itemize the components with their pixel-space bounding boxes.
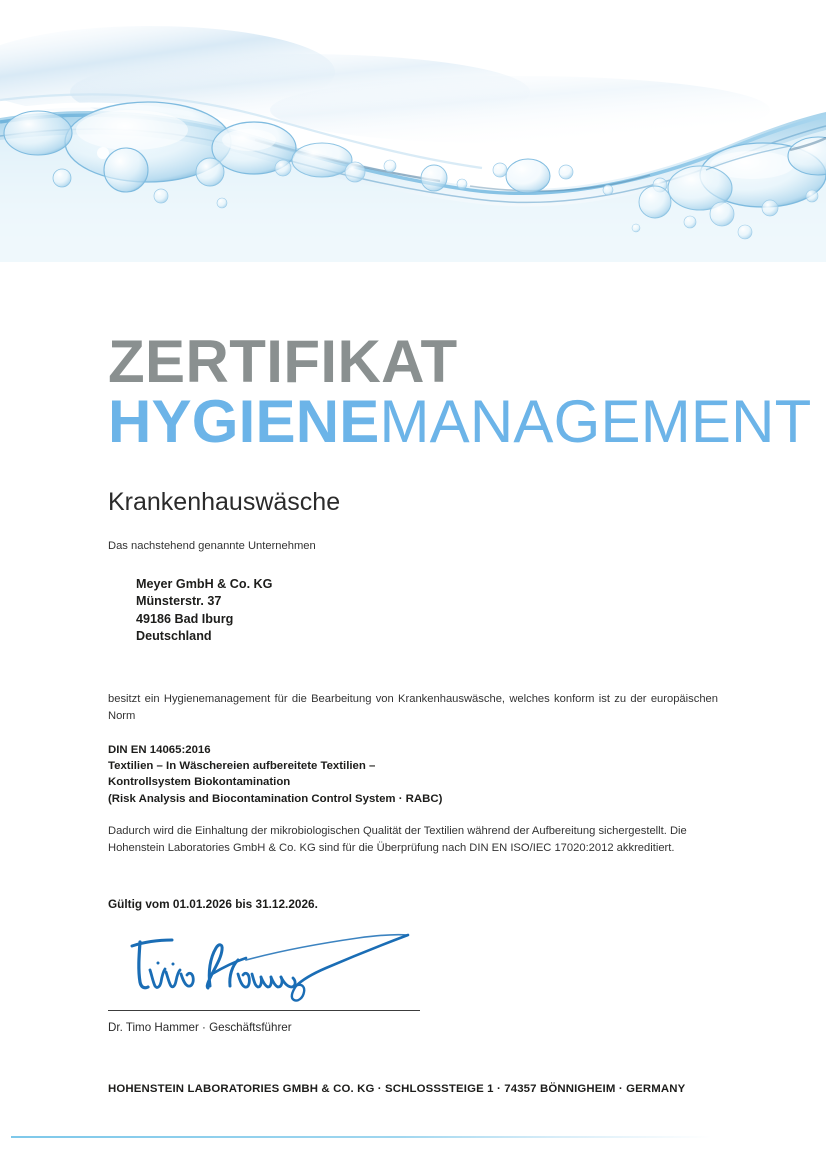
certificate-title: [108, 328, 812, 455]
spacer: [108, 807, 718, 823]
conformity-statement: besitzt ein Hygienemanagement für die Bearbeitung von Krankenhauswäsche, welches konform ist zu der europäischen Norm: [108, 692, 718, 722]
spacer: [108, 646, 718, 691]
company-name: Meyer GmbH & Co. KG: [136, 577, 273, 591]
spacer: [108, 725, 718, 742]
title-hygienemanagement: [108, 388, 812, 455]
signature-rule: [108, 1010, 420, 1011]
water-surface-bubbles-graphic: [0, 0, 826, 262]
certificate-body: [108, 487, 718, 912]
title-zertifikat: ZERTIFIKAT: [108, 328, 458, 395]
norm-title-line1: Textilien – In Wäschereien aufbereitete Textilien –: [108, 760, 376, 773]
footer-company-line: HOHENSTEIN LABORATORIES GMBH & CO. KG · SCHLOSSSTEIGE 1 · 74357 BÖNNIGHEIM · GERMANY: [108, 1083, 686, 1095]
norm-number: DIN EN 14065:2016: [108, 743, 211, 756]
norm-title-line2: Kontrollsystem Biokontamination: [108, 776, 291, 789]
company-country: Deutschland: [136, 629, 212, 644]
company-address-block: [136, 576, 718, 646]
footer-rule: [11, 1136, 711, 1138]
company-street: Münsterstr. 37: [136, 594, 222, 609]
certificate-subject: Krankenhauswäsche: [108, 488, 341, 516]
signatory-name-and-role: Dr. Timo Hammer · Geschäftsführer: [108, 1021, 292, 1034]
title-management-part: MANAGEMENT: [379, 388, 812, 455]
accreditation-statement: Dadurch wird die Einhaltung der mikrobiologischen Qualität der Textilien während der Aufbereitung sichergestellt. Die Hohenstein Laboratories GmbH & Co. KG sind für die Überprüfung nach DIN EN ISO/IEC 17020:2012 akkreditiert.: [108, 825, 687, 854]
intro-text: Das nachstehend genannte Unternehmen: [108, 540, 316, 552]
validity-period: Gültig vom 01.01.2026 bis 31.12.2026.: [108, 897, 318, 912]
company-city: 49186 Bad Iburg: [136, 611, 234, 626]
handwritten-signature-icon: [126, 930, 416, 1008]
spacer: [108, 856, 718, 896]
title-hygiene-part: HYGIENE: [108, 388, 380, 455]
norm-title-english: (Risk Analysis and Biocontamination Control System · RABC): [108, 792, 443, 805]
norm-reference-block: [108, 742, 718, 808]
